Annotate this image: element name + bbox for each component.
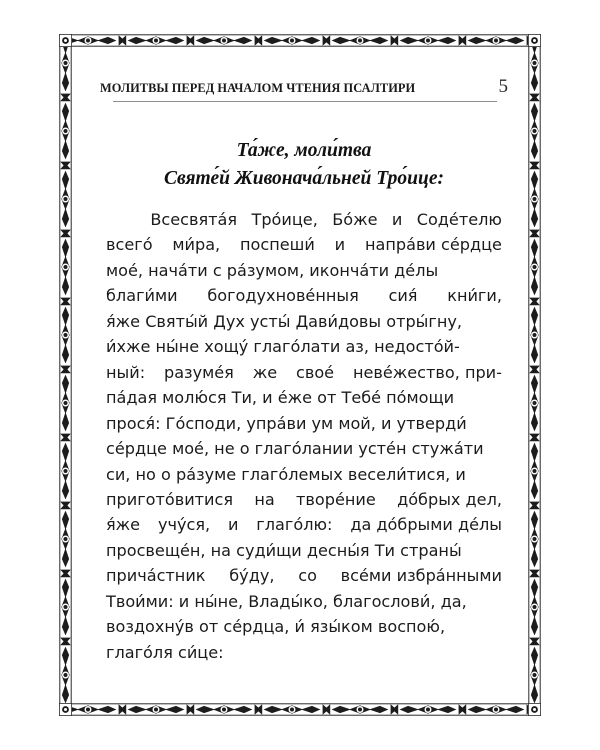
prayer-body-line [106, 563, 502, 588]
prayer-body-line [106, 512, 502, 537]
prayer-body-word-group: все́ми избра́нными [340, 566, 502, 586]
ornament-border-top [59, 34, 541, 47]
ornament-border-bottom [59, 703, 541, 716]
prayer-body-word-group: Всесвята́я [150, 210, 238, 229]
prayer-body-line: мое́, нача́ти с ра́зумом, иконча́ти де́лы [106, 260, 439, 280]
prayer-body-word-group: Бо́же [332, 210, 378, 229]
ornament-corner-bottom-left [59, 703, 72, 716]
prayer-body-word-group: со [298, 566, 317, 586]
prayer-body-word-group: богодухнове́нныя [207, 286, 359, 306]
prayer-body-text [106, 207, 502, 665]
ornament-corner-top-left [59, 34, 72, 47]
prayer-body-line: Твои́ми: и ны́не, Влады́ко, благослови́, да, [106, 591, 467, 611]
running-head [100, 76, 514, 98]
prayer-body-word-group: кни́ги, [447, 286, 502, 306]
prayer-body-line [106, 487, 502, 512]
prayer-body-word-group: поспеши́ [240, 235, 315, 255]
ornament-corner-top-right [528, 34, 541, 47]
decorative-page-frame [59, 34, 541, 716]
prayer-heading [102, 137, 506, 193]
prayer-body-line: па́дая молю́ся Ти, и е́же от Тебе́ по́мощи [106, 388, 455, 408]
prayer-body-word-group: прича́стник [106, 566, 206, 586]
prayer-body-word-group: творе́ние [296, 489, 376, 509]
prayer-body-word-group: сия́ [388, 286, 418, 306]
prayer-body-line: прося́: Го́споди, упра́ви ум мой, и утверди́ [106, 413, 467, 433]
prayer-body-line [106, 283, 502, 308]
prayer-body-line: глаго́ля си́це: [106, 642, 224, 662]
prayer-body-word-group: глаго́лю: [256, 515, 333, 535]
running-head-title: МОЛИТВЫ ПЕРЕД НАЧАЛОМ ЧТЕНИЯ ПСАЛТИРИ [100, 81, 416, 95]
prayer-body-line [106, 207, 502, 232]
page-content [72, 47, 528, 703]
prayer-body-line: се́рдце мое́, не о глаго́лании усте́н стужа́ти [106, 439, 484, 459]
prayer-body-word-group: Соде́телю [416, 210, 502, 229]
ornament-border-left [59, 34, 72, 716]
prayer-body-line [106, 232, 502, 257]
prayer-body-word-group: свое́ [296, 362, 335, 382]
prayer-body-word-group: и [227, 515, 239, 535]
prayer-body-word-group: да до́брыми де́лы [350, 515, 502, 535]
prayer-body-word-group: до́брых дел, [397, 489, 502, 509]
prayer-body-word-group: неве́жество, при- [352, 362, 502, 382]
prayer-body-word-group: пригото́витися [106, 489, 234, 509]
prayer-body-word-group: благи́ми [106, 286, 178, 306]
page-number: 5 [498, 76, 508, 97]
ornament-corner-bottom-right [528, 703, 541, 716]
prayer-body-word-group: бу́ду, [229, 566, 275, 586]
prayer-body-line: просвеще́н, на суди́щи десны́я Ти страны́ [106, 540, 462, 560]
prayer-body-line: и́хже ны́не хощу́ глаго́лати аз, недосто́й- [106, 337, 460, 357]
prayer-body-word-group: и [334, 235, 346, 255]
prayer-body-word-group: и [391, 210, 403, 229]
prayer-body-word-group: всего́ [106, 235, 153, 255]
prayer-body-word-group: ный: [106, 362, 146, 382]
ornament-border-right [528, 34, 541, 716]
prayer-heading-line-1: Та́же, моли́тва [236, 140, 372, 161]
prayer-body-word-group: Тро́ице, [251, 210, 318, 229]
prayer-heading-line-2: Святе́й Живонача́льней Тро́ице: [164, 168, 444, 189]
running-head-rule [113, 101, 497, 102]
prayer-body-word-group: на [254, 489, 275, 509]
prayer-body-word-group: разуме́я [163, 362, 234, 382]
prayer-body-word-group: учу́ся, [157, 515, 211, 535]
prayer-body-word-group: я́же [106, 515, 141, 535]
prayer-body-line: воздохну́в от се́рдца, и́ язы́ком воспою́, [106, 617, 446, 637]
prayer-body-line: я́же Святы́й Дух усты́ Дави́довы отры́гну, [106, 311, 462, 331]
prayer-body-line: си, но о ра́зуме глаго́лемых весели́тися, и [106, 464, 466, 484]
prayer-body-line [106, 360, 502, 385]
prayer-body-word-group: же [252, 362, 278, 382]
prayer-body-word-group: напра́ви се́рдце [364, 235, 502, 255]
prayer-body-word-group: ми́ра, [172, 235, 221, 255]
